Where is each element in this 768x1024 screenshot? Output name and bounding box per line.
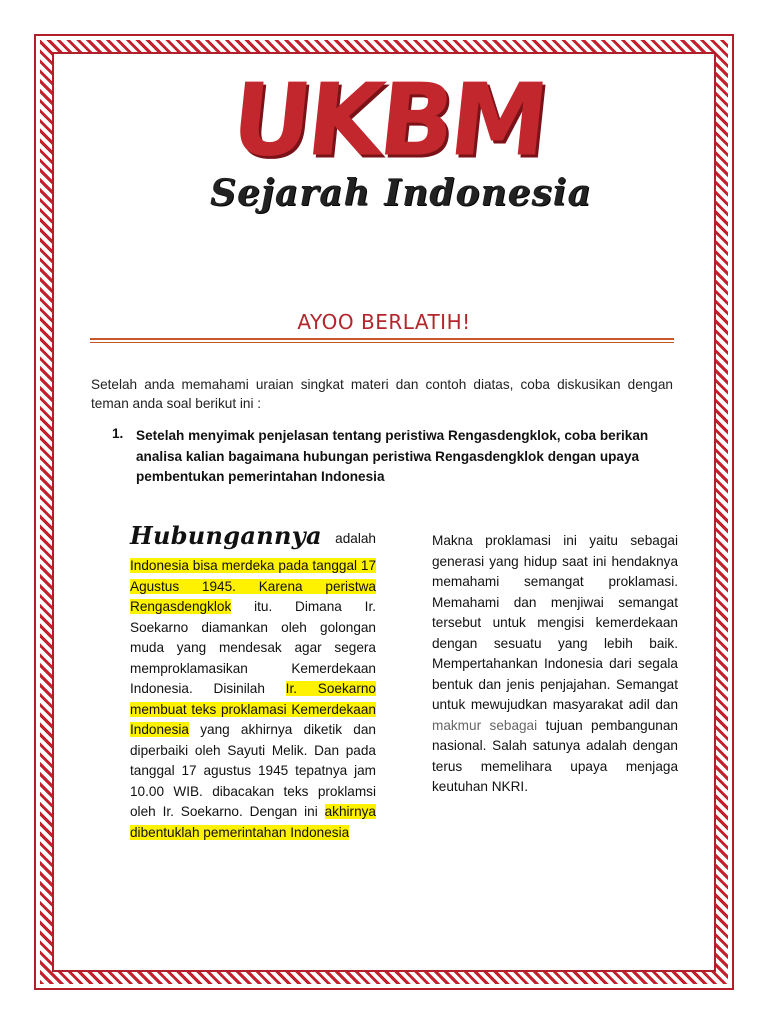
section-heading: AYOO BERLATIH! (297, 310, 471, 334)
intro-paragraph: Setelah anda memahami uraian singkat materi dan contoh diatas, coba diskusikan dengan teman anda soal berikut ini : (91, 377, 673, 411)
answer-left-paragraph (130, 556, 376, 843)
answer-left-column (130, 518, 376, 843)
question-text: Setelah menyimak penjelasan tentang peristiwa Rengasdengklok, coba berikan analisa kalian bagaimana hubungan peristiwa Rengasdengklok dengan upaya pembentukan pemerintahan Indonesia (136, 428, 649, 484)
highlight-text: akhirnya dibentuklah pemerintahan Indonesia (130, 804, 376, 840)
highlight-text: Indonesia bisa merdeka pada tanggal 17 Agustus 1945. Karena peristwa Rengasdengklok (130, 558, 376, 614)
answer-lead-row (130, 518, 376, 548)
question-number: 1. (112, 426, 124, 441)
gray-text: makmur sebagai (432, 717, 538, 733)
heading-rule-thin (90, 342, 674, 343)
body-text: Makna proklamasi ini yaitu sebagai generasi yang hidup saat ini hendaknya memahami semangat proklamasi. Memahami dan menjiwai semangat tersebut untuk mengisi kemerdekaan dengan sesuatu yang lebih baik. Mempertahankan Indonesia dari segala bentuk dan jenis penjajahan. Semangat untuk mewujudkan masyarakat adil dan (432, 533, 678, 712)
answer-lead-word: Hubungannya (130, 521, 322, 550)
body-text: itu. Dimana Ir. Soekarno diamankan oleh golongan muda yang mendesak agar segera memproklamasikan Kemerdekaan Indonesia. Disinilah (130, 599, 376, 696)
answer-lead-suffix: adalah (335, 531, 376, 546)
logo-title: UKBM (225, 62, 550, 180)
logo-subtitle: Sejarah Indonesia (210, 172, 592, 214)
highlight-text: Ir. Soekarno membuat teks proklamasi Kemerdekaan Indonesia (130, 681, 376, 737)
body-text: tujuan pembangunan nasional. Salah satunya adalah dengan terus memelihara upaya menjaga keutuhan NKRI. (432, 717, 678, 794)
answer-right-column (432, 531, 678, 798)
heading-rule (90, 338, 674, 340)
body-text: yang akhirnya diketik dan diperbaiki oleh Sayuti Melik. Dan pada tanggal 17 agustus 1945 tepatnya jam 10.00 WIB. dibacakan teks proklamsi oleh Ir. Soekarno. Dengan ini (130, 722, 376, 819)
